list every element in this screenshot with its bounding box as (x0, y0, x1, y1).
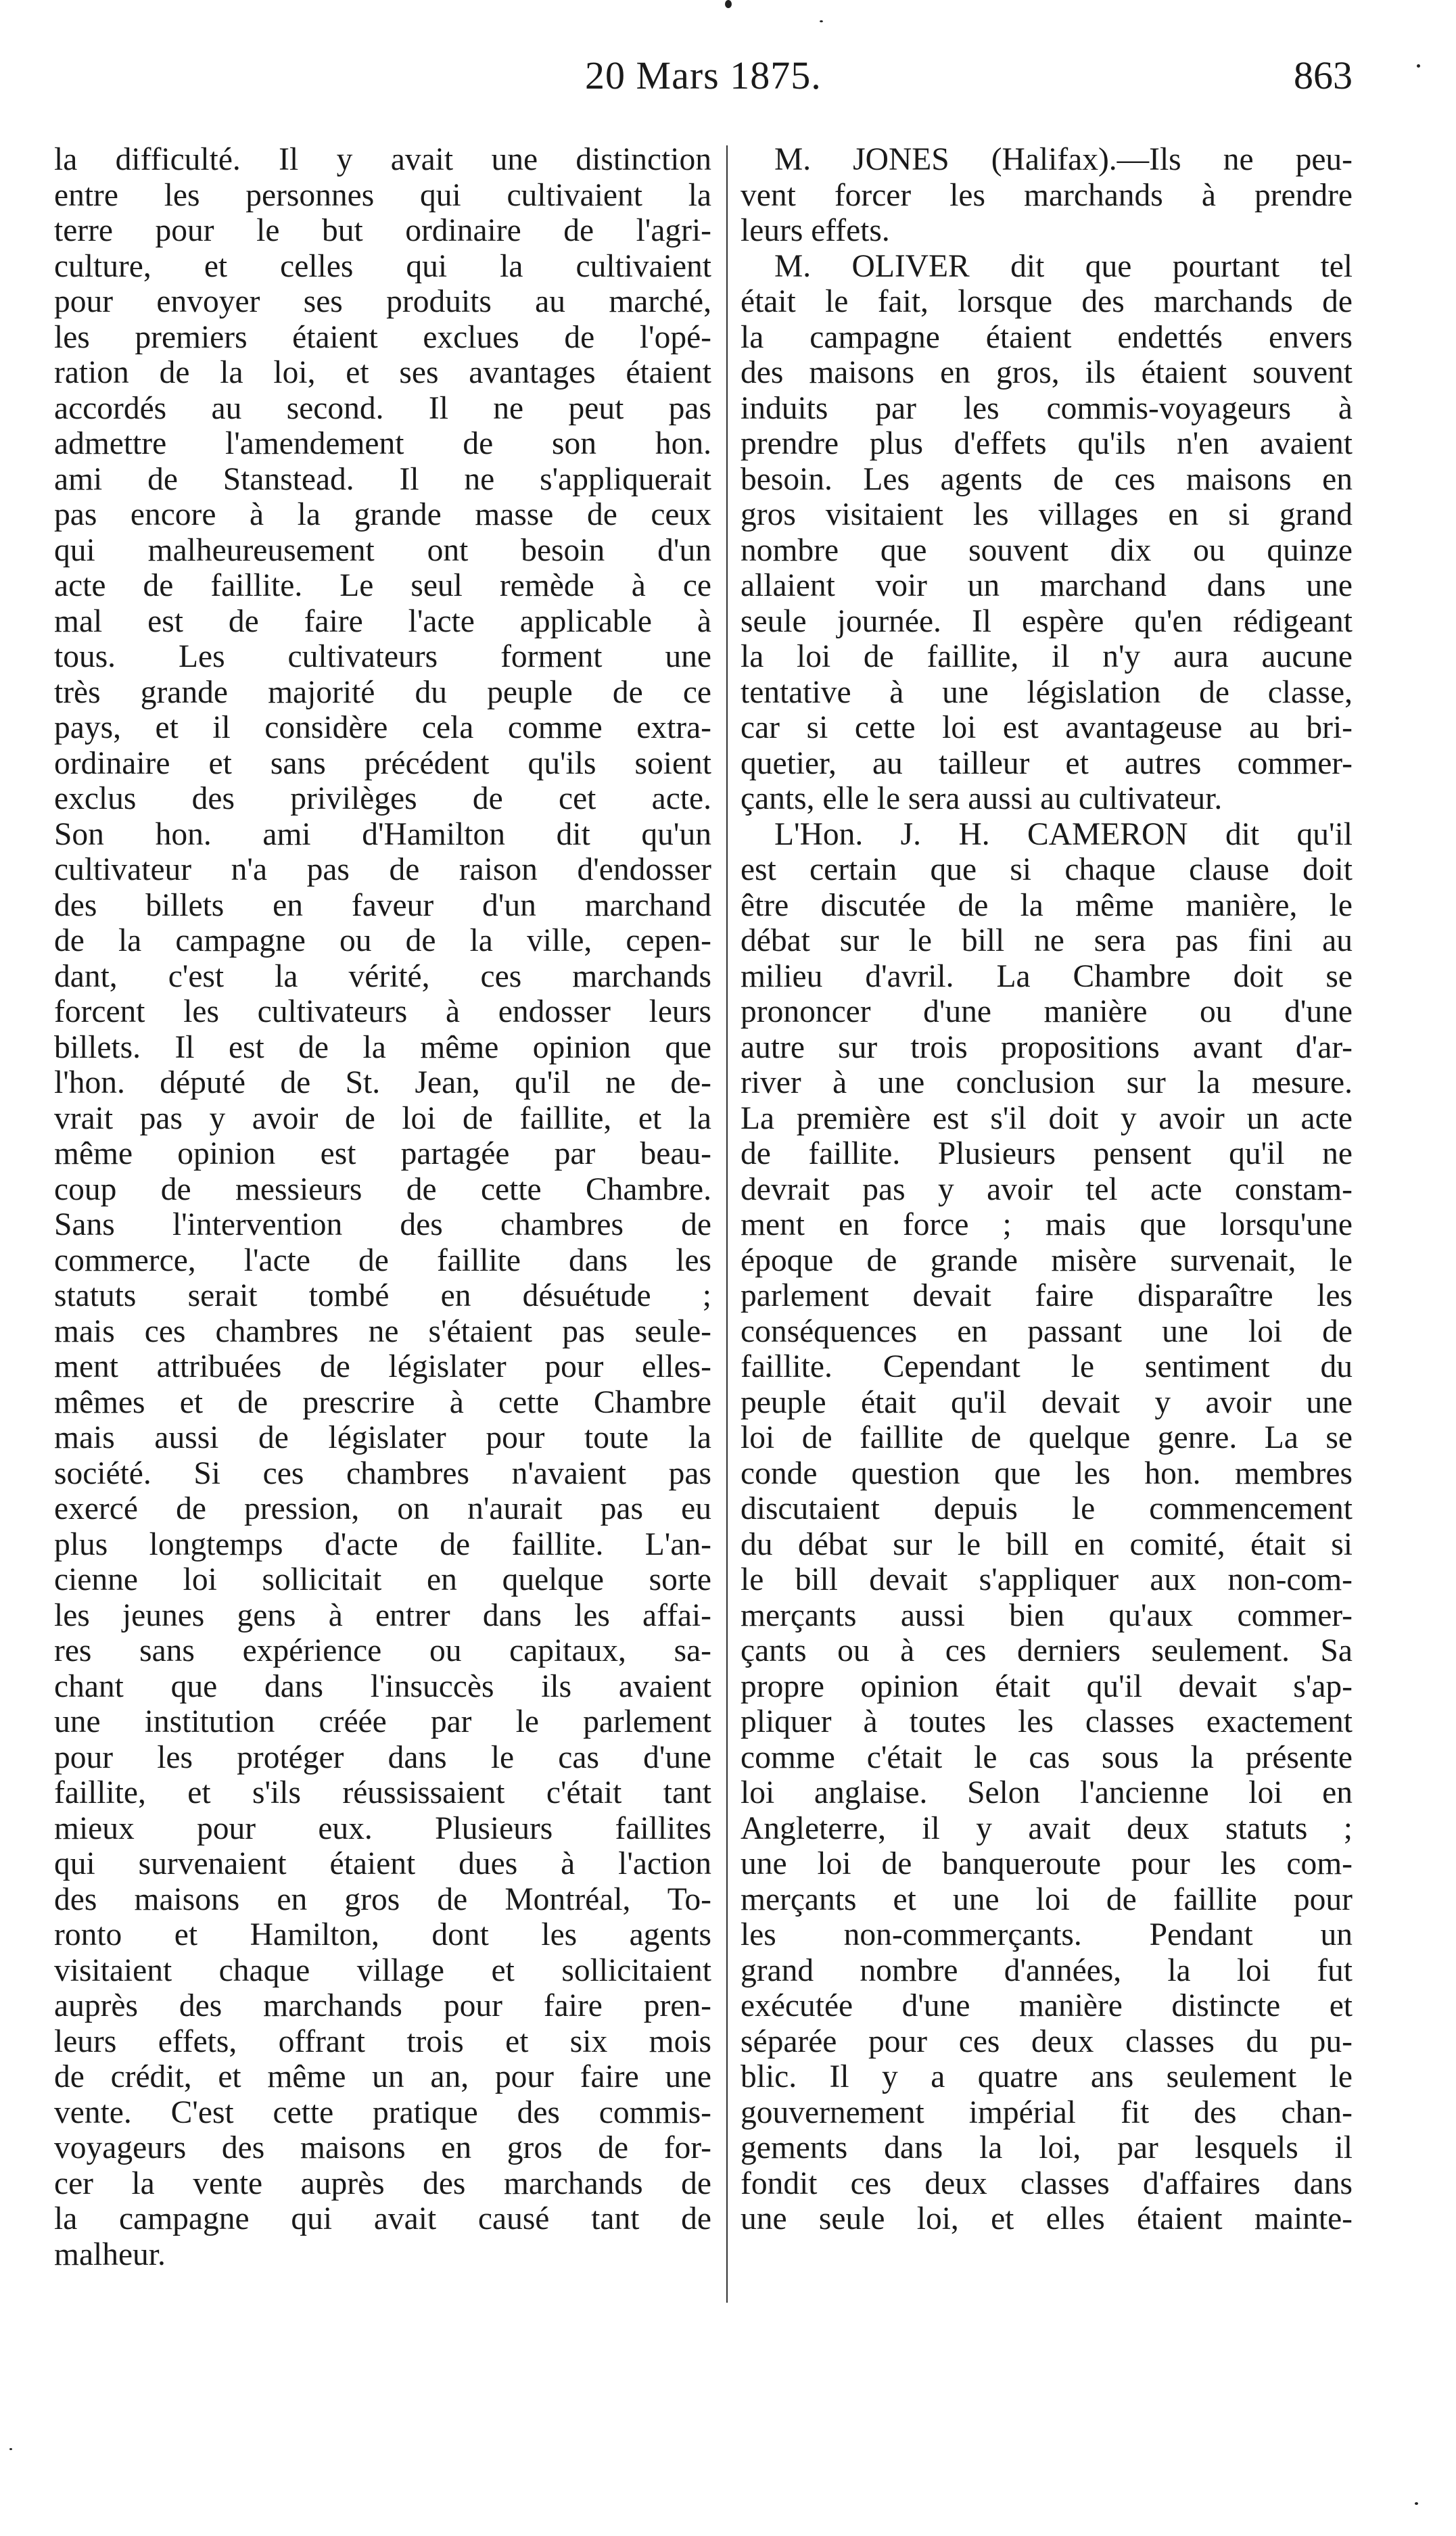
text-line: induits par les commis-voyageurs à (741, 390, 1353, 426)
text-line: ment attribuées de législater pour elles- (54, 1349, 711, 1384)
text-line: billets. Il est de la même opinion que (54, 1029, 711, 1065)
text-line: leurs effets, offrant trois et six mois (54, 2023, 711, 2059)
text-line: gements dans la loi, par lesquels il (741, 2130, 1353, 2165)
text-line: gouvernement impérial fit des chan- (741, 2094, 1353, 2130)
text-line: propre opinion était qu'il devait s'ap- (741, 1668, 1353, 1704)
text-line: river à une conclusion sur la mesure. (741, 1065, 1353, 1100)
text-line: M. OLIVER dit que pourtant tel (774, 248, 1353, 284)
scan-speck (1415, 2502, 1418, 2505)
text-line: même opinion est partagée par beau- (54, 1136, 711, 1171)
text-line: cultivateur n'a pas de raison d'endosser (54, 852, 711, 887)
text-line: mal est de faire l'acte applicable à (54, 603, 711, 639)
text-line: la campagne étaient endettés envers (741, 319, 1353, 355)
text-line: loi de faillite de quelque genre. La se (741, 1420, 1353, 1455)
text-line: leurs effets. (741, 213, 890, 248)
text-line: qui malheureusement ont besoin d'un (54, 532, 711, 568)
text-line: tous. Les cultivateurs forment une (54, 639, 711, 674)
text-line: vrait pas y avoir de loi de faillite, et la (54, 1100, 711, 1136)
text-line: pour envoyer ses produits au marché, (54, 284, 711, 319)
text-line: séparée pour ces deux classes du pu- (741, 2023, 1353, 2059)
text-line: accordés au second. Il ne peut pas (54, 390, 711, 426)
running-head (68, 53, 1353, 107)
page-number: 863 (1294, 53, 1353, 97)
text-line: ronto et Hamilton, dont les agents (54, 1917, 711, 1952)
text-line: plus longtemps d'acte de faillite. L'an- (54, 1526, 711, 1562)
text-line: époque de grande misère survenait, le (741, 1242, 1353, 1278)
text-line: seule journée. Il espère qu'en rédigeant (741, 603, 1353, 639)
text-line: une loi de banqueroute pour les com- (741, 1846, 1353, 1881)
text-line: des billets en faveur d'un marchand (54, 887, 711, 923)
text-line: forcent les cultivateurs à endosser leurs (54, 994, 711, 1029)
text-line: mais ces chambres ne s'étaient pas seule- (54, 1313, 711, 1349)
text-line: la difficulté. Il y avait une distinction (54, 142, 711, 177)
text-line: pliquer à toutes les classes exactement (741, 1704, 1353, 1739)
text-line: mêmes et de prescrire à cette Chambre (54, 1384, 711, 1420)
text-line: L'Hon. J. H. CAMERON dit qu'il (774, 816, 1353, 852)
text-line: la loi de faillite, il n'y aura aucune (741, 639, 1353, 674)
text-line: çants, elle le sera aussi au cultivateur. (741, 781, 1223, 816)
text-line: chant que dans l'insuccès ils avaient (54, 1668, 711, 1704)
text-line: allaient voir un marchand dans une (741, 568, 1353, 603)
text-line: société. Si ces chambres n'avaient pas (54, 1455, 711, 1491)
text-line: les premiers étaient exclues de l'opé- (54, 319, 711, 355)
text-line: une institution créée par le parlement (54, 1704, 711, 1739)
text-line: de la campagne ou de la ville, cepen- (54, 923, 711, 958)
scan-speck (725, 0, 732, 8)
text-line: très grande majorité du peuple de ce (54, 674, 711, 710)
text-line: mieux pour eux. Plusieurs faillites (54, 1810, 711, 1846)
text-line: qui survenaient étaient dues à l'action (54, 1846, 711, 1881)
text-line: auprès des marchands pour faire pren- (54, 1988, 711, 2023)
text-line: le bill devait s'appliquer aux non-com- (741, 1562, 1353, 1597)
page-date: 20 Mars 1875. (585, 53, 822, 97)
column-rule (726, 145, 728, 2303)
text-line: conséquences en passant une loi de (741, 1313, 1353, 1349)
text-line: malheur. (54, 2236, 166, 2272)
text-line: faillite, et s'ils réussissaient c'était tant (54, 1775, 711, 1810)
text-line: çants ou à ces derniers seulement. Sa (741, 1633, 1353, 1668)
text-line: débat sur le bill ne sera pas fini au (741, 923, 1353, 958)
text-line: la campagne qui avait causé tant de (54, 2201, 711, 2236)
text-line: blic. Il y a quatre ans seulement le (741, 2059, 1353, 2094)
text-line: faillite. Cependant le sentiment du (741, 1349, 1353, 1384)
left-column (54, 142, 711, 2272)
text-line: devrait pas y avoir tel acte constam- (741, 1171, 1353, 1207)
text-line: pour les protéger dans le cas d'une (54, 1739, 711, 1775)
text-line: Angleterre, il y avait deux statuts ; (741, 1810, 1353, 1846)
text-line: tentative à une législation de classe, (741, 674, 1353, 710)
text-line: vent forcer les marchands à prendre (741, 177, 1353, 213)
scan-speck (9, 2448, 12, 2450)
text-line: M. JONES (Halifax).—Ils ne peu- (774, 142, 1353, 177)
text-line: commerce, l'acte de faillite dans les (54, 1242, 711, 1278)
text-line: exercé de pression, on n'aurait pas eu (54, 1491, 711, 1526)
text-line: ration de la loi, et ses avantages étaient (54, 355, 711, 390)
text-line: comme c'était le cas sous la présente (741, 1739, 1353, 1775)
text-line: ment en force ; mais que lorsqu'une (741, 1207, 1353, 1242)
text-line: culture, et celles qui la cultivaient (54, 248, 711, 284)
text-line: prendre plus d'effets qu'ils n'en avaient (741, 426, 1353, 461)
scan-speck (820, 20, 823, 22)
text-line: entre les personnes qui cultivaient la (54, 177, 711, 213)
text-line: exclus des privilèges de cet acte. (54, 781, 711, 816)
text-line: des maisons en gros de Montréal, To- (54, 1881, 711, 1917)
text-line: était le fait, lorsque des marchands de (741, 284, 1353, 319)
text-line: car si cette loi est avantageuse au bri- (741, 710, 1353, 745)
text-line: gros visitaient les villages en si grand (741, 497, 1353, 532)
text-line: prononcer d'une manière ou d'une (741, 994, 1353, 1029)
text-line: merçants aussi bien qu'aux commer- (741, 1597, 1353, 1633)
text-line: conde question que les hon. membres (741, 1455, 1353, 1491)
text-line: visitaient chaque village et sollicitaient (54, 1952, 711, 1988)
text-line: exécutée d'une manière distincte et (741, 1988, 1353, 2023)
text-line: l'hon. député de St. Jean, qu'il ne de- (54, 1065, 711, 1100)
text-line: quetier, au tailleur et autres commer- (741, 745, 1353, 781)
text-line: mais aussi de législater pour toute la (54, 1420, 711, 1455)
text-line: Son hon. ami d'Hamilton dit qu'un (54, 816, 711, 852)
text-line: de crédit, et même un an, pour faire une (54, 2059, 711, 2094)
text-line: La première est s'il doit y avoir un acte (741, 1100, 1353, 1136)
text-line: une seule loi, et elles étaient mainte- (741, 2201, 1353, 2236)
text-line: merçants et une loi de faillite pour (741, 1881, 1353, 1917)
text-line: pas encore à la grande masse de ceux (54, 497, 711, 532)
text-line: admettre l'amendement de son hon. (54, 426, 711, 461)
text-line: statuts serait tombé en désuétude ; (54, 1278, 711, 1313)
text-line: besoin. Les agents de ces maisons en (741, 461, 1353, 497)
text-line: autre sur trois propositions avant d'ar- (741, 1029, 1353, 1065)
text-line: ordinaire et sans précédent qu'ils soient (54, 745, 711, 781)
text-line: acte de faillite. Le seul remède à ce (54, 568, 711, 603)
scan-speck (1417, 64, 1420, 68)
text-line: terre pour le but ordinaire de l'agri- (54, 213, 711, 248)
text-line: de faillite. Plusieurs pensent qu'il ne (741, 1136, 1353, 1171)
text-line: du débat sur le bill en comité, était si (741, 1526, 1353, 1562)
text-line: des maisons en gros, ils étaient souvent (741, 355, 1353, 390)
text-line: parlement devait faire disparaître les (741, 1278, 1353, 1313)
text-line: vente. C'est cette pratique des commis- (54, 2094, 711, 2130)
text-line: les jeunes gens à entrer dans les affai- (54, 1597, 711, 1633)
text-line: Sans l'intervention des chambres de (54, 1207, 711, 1242)
text-line: les non-commerçants. Pendant un (741, 1917, 1353, 1952)
text-line: cienne loi sollicitait en quelque sorte (54, 1562, 711, 1597)
text-line: grand nombre d'années, la loi fut (741, 1952, 1353, 1988)
text-line: peuple était qu'il devait y avoir une (741, 1384, 1353, 1420)
text-line: être discutée de la même manière, le (741, 887, 1353, 923)
right-column (741, 142, 1353, 2237)
text-line: coup de messieurs de cette Chambre. (54, 1171, 711, 1207)
text-line: nombre que souvent dix ou quinze (741, 532, 1353, 568)
text-line: res sans expérience ou capitaux, sa- (54, 1633, 711, 1668)
text-line: ami de Stanstead. Il ne s'appliquerait (54, 461, 711, 497)
text-line: cer la vente auprès des marchands de (54, 2165, 711, 2201)
text-line: discutaient depuis le commencement (741, 1491, 1353, 1526)
text-line: est certain que si chaque clause doit (741, 852, 1353, 887)
text-line: voyageurs des maisons en gros de for- (54, 2130, 711, 2165)
text-line: milieu d'avril. La Chambre doit se (741, 958, 1353, 994)
text-line: dant, c'est la vérité, ces marchands (54, 958, 711, 994)
text-line: pays, et il considère cela comme extra- (54, 710, 711, 745)
text-line: fondit ces deux classes d'affaires dans (741, 2165, 1353, 2201)
text-line: loi anglaise. Selon l'ancienne loi en (741, 1775, 1353, 1810)
